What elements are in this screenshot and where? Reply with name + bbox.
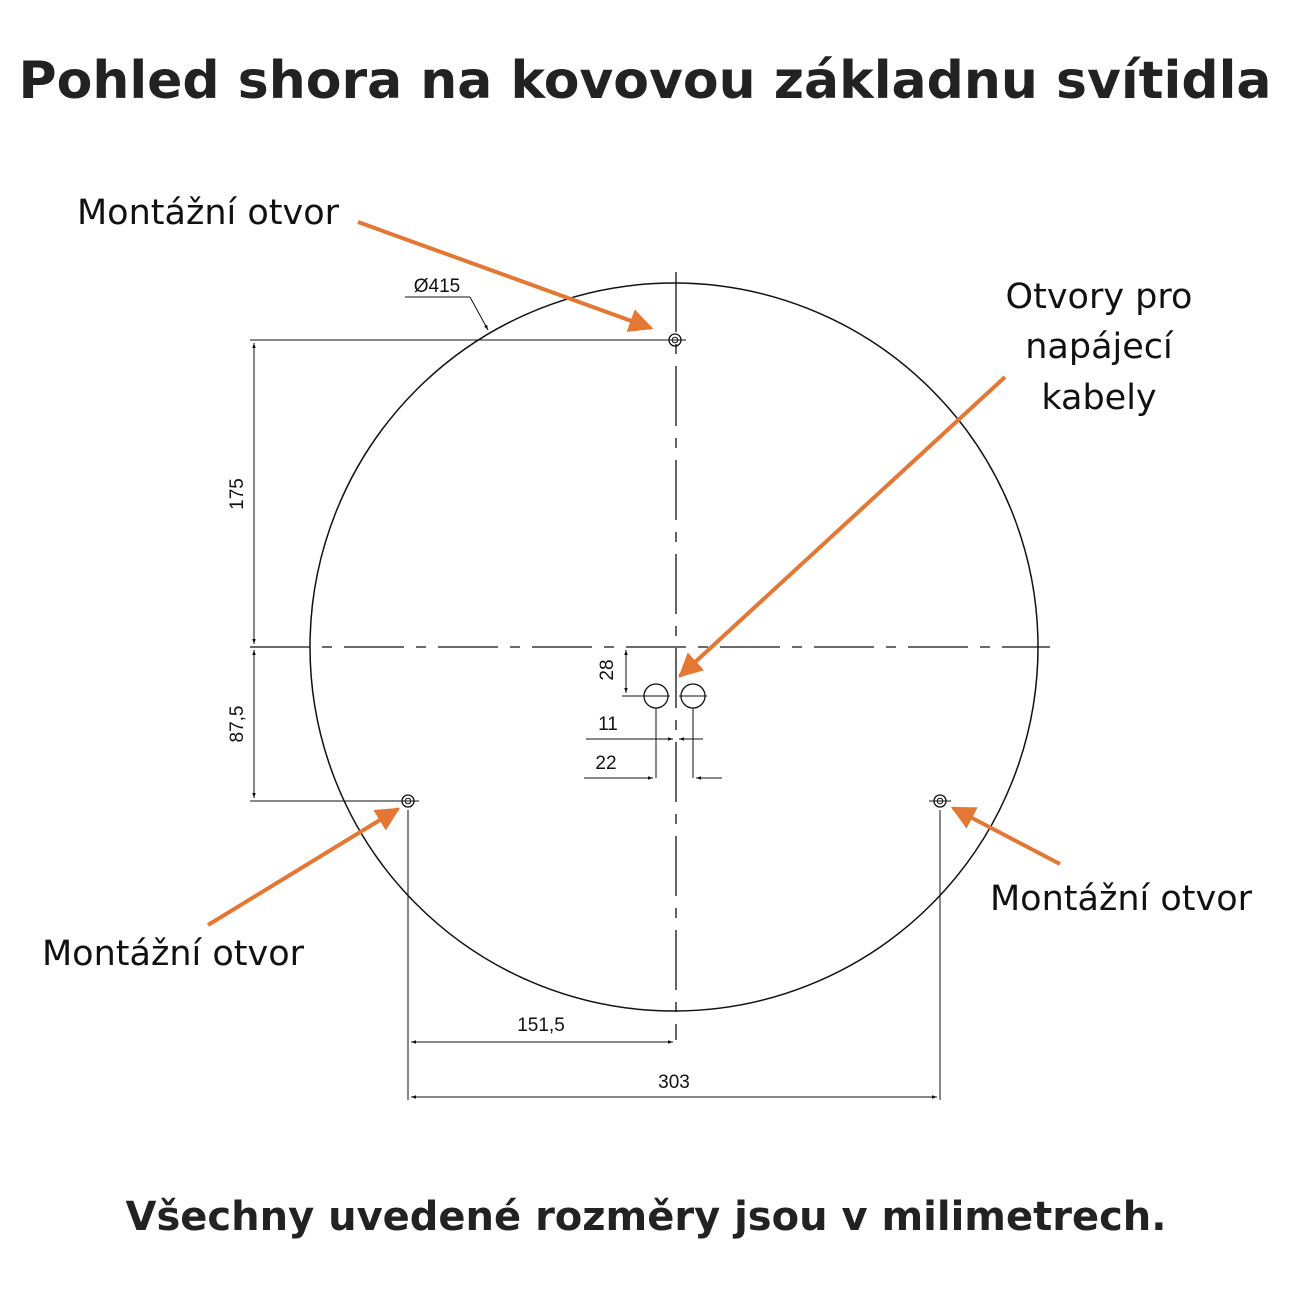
dimension-151-5 [408,810,673,1100]
callout-mount-left: Montážní otvor [41,934,305,974]
callout-cable-line3: kabely [1041,378,1157,418]
dimension-87-5 [227,650,400,801]
callout-mount-top: Montážní otvor [76,193,340,233]
dimension-11-label: 11 [598,714,618,735]
mounting-hole-top [664,334,686,346]
page-title: Pohled shora na kovovou základnu svítidla [18,51,1272,111]
mounting-hole-left [397,795,419,807]
callout-arrow-mount-top [358,222,651,328]
dimension-28-label: 28 [597,659,618,681]
callout-cable-line1: Otvory pro [1005,277,1193,317]
dimension-22-label: 22 [595,753,617,774]
dimension-28 [597,650,642,696]
dimension-303-label: 303 [658,1072,690,1093]
dimension-151-5-label: 151,5 [517,1015,565,1036]
dimension-175-label: 175 [227,478,248,510]
dimension-87-5-label: 87,5 [227,705,248,743]
dimension-11-22 [584,708,722,778]
callout-arrow-mount-right [953,808,1060,864]
mounting-hole-right [929,795,951,807]
callout-arrow-mount-left [208,809,398,925]
diameter-label: Ø415 [413,276,461,297]
callout-cable-line2: napájecí [1025,327,1173,367]
callout-arrow-cable [680,377,1005,676]
cable-holes [642,684,707,708]
diameter-dimension [405,276,488,330]
dimension-175 [227,340,666,644]
callout-mount-right: Montážní otvor [989,879,1253,919]
footer-note: Všechny uvedené rozměry jsou v milimetrech. [125,1194,1167,1240]
